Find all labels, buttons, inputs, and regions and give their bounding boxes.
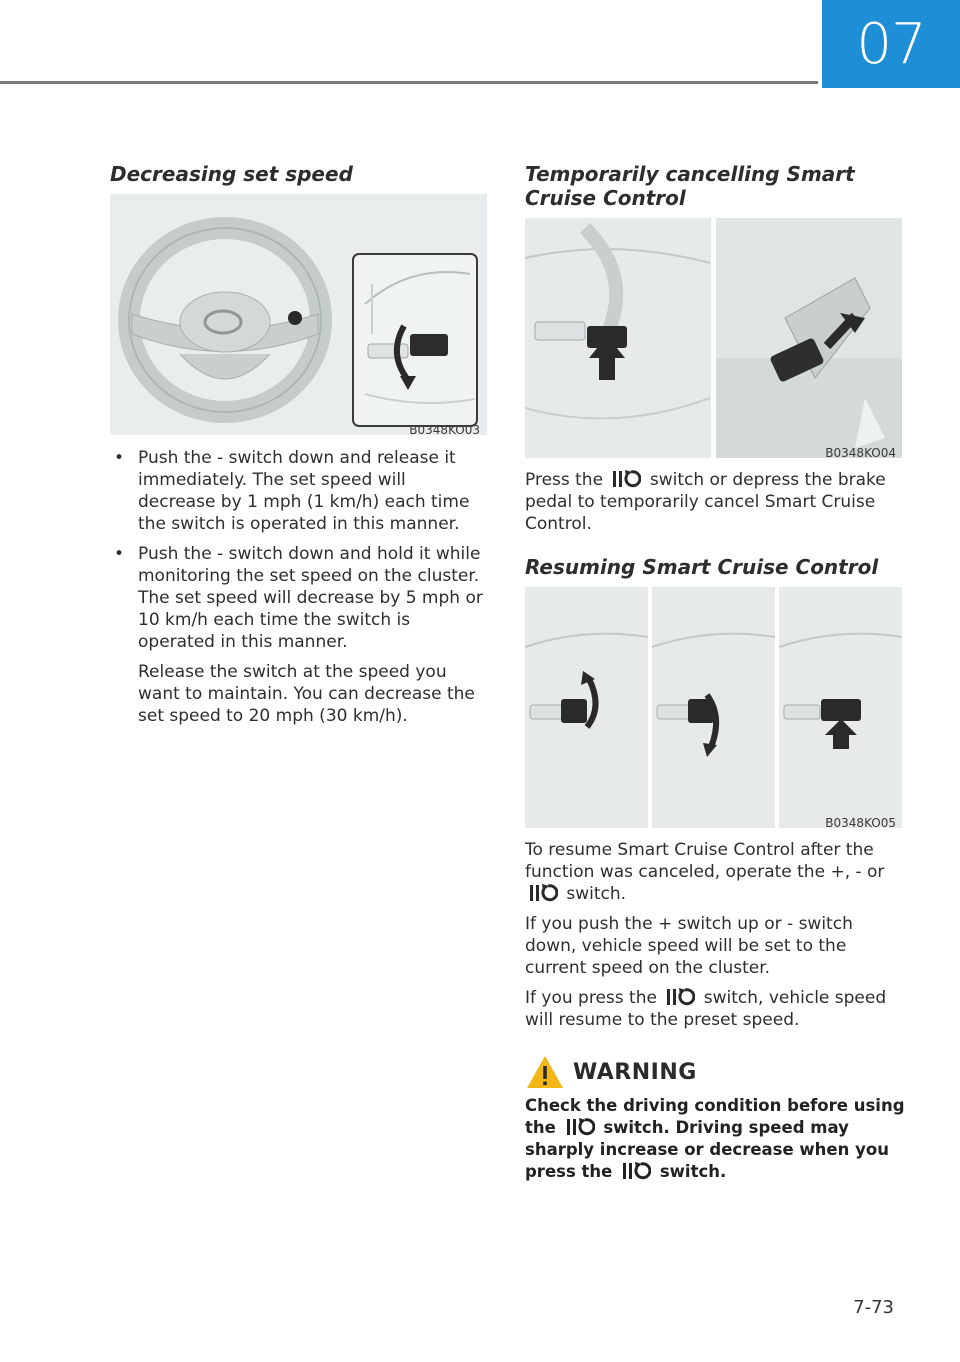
figure-code: B0348KO05	[825, 816, 896, 830]
warning-title: WARNING	[573, 1059, 697, 1085]
cancel-text-before: Press the	[525, 470, 604, 490]
list-item	[110, 543, 488, 653]
figure-cancel-switch-and-brake	[525, 218, 902, 458]
cancel-body	[525, 469, 905, 543]
warning-text-1: Check the driving condition before using the	[525, 1096, 905, 1137]
resume-p3-after: switch, vehicle speed will resume to the preset speed.	[525, 988, 887, 1030]
warning-text	[525, 1095, 905, 1183]
header-rule	[0, 81, 818, 84]
page-number: 7-73	[853, 1297, 894, 1318]
figure-code: B0348KO04	[825, 446, 896, 460]
warning-text-2: switch. Driving speed may sharply increase or decrease when you press the	[525, 1118, 889, 1181]
resume-text-after: switch.	[566, 884, 627, 904]
bullet-text: Push the - switch down and hold it while monitoring the set speed on the cluster. The set speed will decrease by 5 mph or 10 km/h each time the switch is operated in this manner.	[138, 544, 483, 652]
pause-resume-switch-icon	[565, 1117, 595, 1137]
cancel-paragraph	[525, 469, 905, 535]
resume-paragraph-1	[525, 839, 905, 905]
pause-resume-switch-icon	[665, 987, 695, 1007]
figure-resume-switches	[525, 587, 902, 828]
resume-text-before: To resume Smart Cruise Control after the function was canceled, operate the +, - or	[525, 840, 885, 882]
steering-wheel-illustration	[110, 194, 487, 435]
section-heading-decreasing: Decreasing set speed	[110, 162, 353, 186]
list-item	[110, 447, 488, 535]
left-body	[110, 447, 488, 735]
figure-steering-wheel-decrease	[110, 194, 487, 435]
resume-body	[525, 839, 905, 1039]
figure-code: B0348KO03	[409, 423, 480, 437]
pause-resume-switch-icon	[621, 1161, 651, 1181]
bullet-dot: •	[114, 448, 125, 468]
bullet-dot: •	[114, 544, 125, 564]
section-heading-resume: Resuming Smart Cruise Control	[525, 555, 879, 579]
bullet-text: Push the - switch down and release it immediately. The set speed will decrease by 1 mph (1 km/h) each time the switch is operated in this manner.	[138, 448, 470, 534]
warning-header	[525, 1054, 697, 1090]
bullet-followup: Release the switch at the speed you want to maintain. You can decrease the set speed to 20 mph (30 km/h).	[138, 662, 475, 726]
chapter-tab: 07	[822, 0, 960, 88]
cancel-illustration	[525, 218, 902, 458]
pause-resume-switch-icon	[611, 469, 641, 489]
resume-illustration	[525, 587, 902, 828]
bullet-list	[110, 447, 488, 653]
resume-paragraph-2: If you push the + switch up or - switch down, vehicle speed will be set to the current speed on the cluster.	[525, 914, 853, 978]
resume-p3-before: If you press the	[525, 988, 657, 1008]
cancel-text-after: switch or depress the brake pedal to temporarily cancel Smart Cruise Control.	[525, 470, 886, 534]
warning-text-3: switch.	[659, 1162, 727, 1181]
section-heading-cancel: Temporarily cancelling Smart Cruise Control	[525, 162, 855, 210]
warning-triangle-icon	[525, 1054, 565, 1090]
resume-paragraph-3	[525, 987, 905, 1031]
pause-resume-switch-icon	[528, 883, 558, 903]
